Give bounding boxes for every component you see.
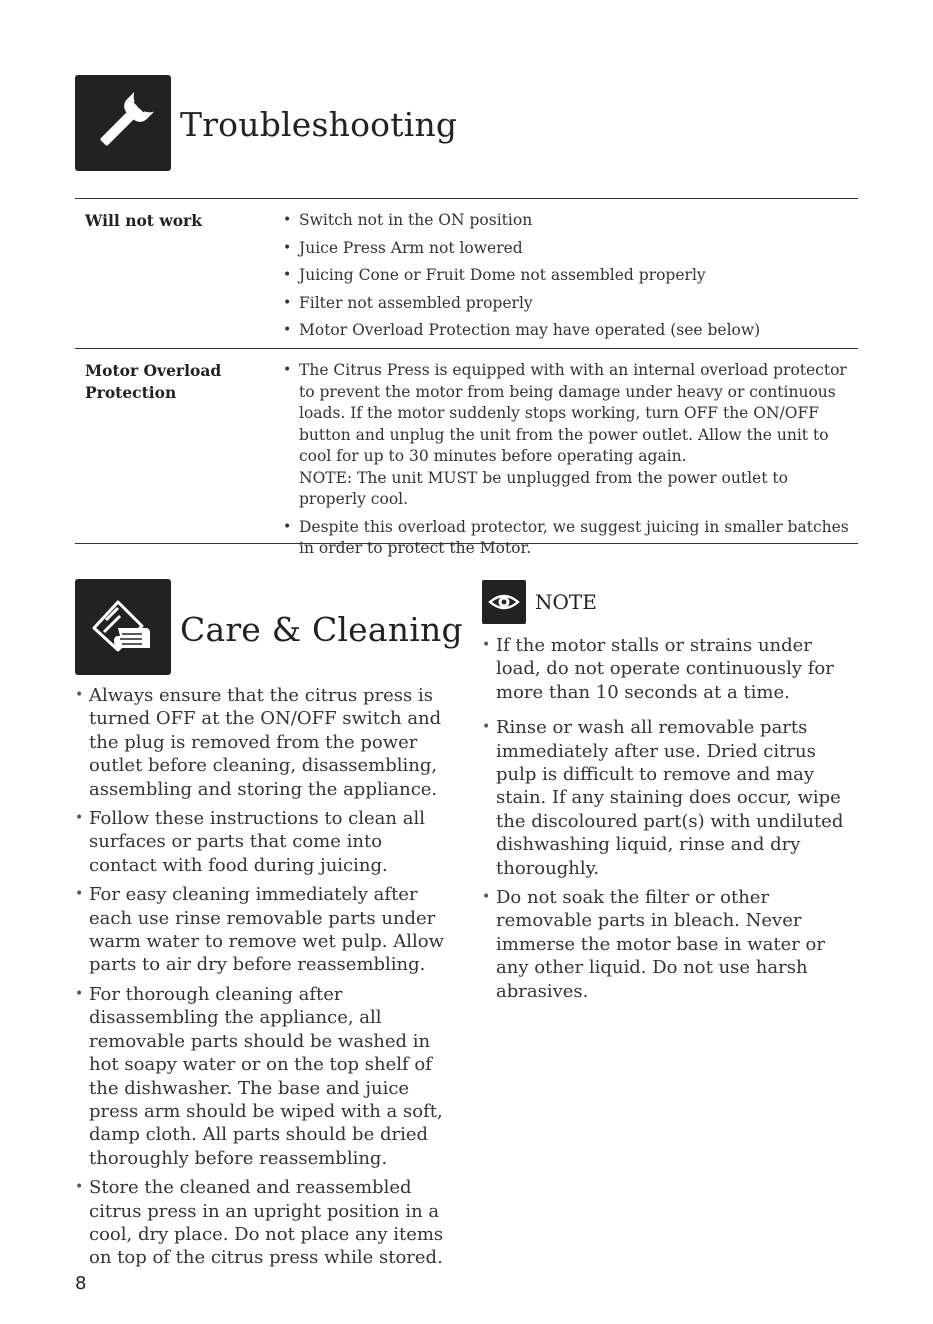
list-item: • Follow these instructions to clean all surfaces or parts that come into contact with food during juicing.	[75, 807, 455, 877]
eye-icon	[482, 580, 526, 624]
list-item: • Motor Overload Protection may have operated (see below)	[283, 320, 858, 342]
table-top-rule	[75, 198, 858, 199]
list-item: • Juicing Cone or Fruit Dome not assembled properly	[283, 265, 858, 287]
list-item: • Always ensure that the citrus press is turned OFF at the ON/OFF switch and the plug is removed from the power outlet before cleaning, disassembling, assembling and storing the appliance.	[75, 684, 455, 801]
list-item: • Juice Press Arm not lowered	[283, 238, 858, 260]
row-label: Motor Overload Protection	[85, 361, 222, 402]
troubleshooting-row-will-not-work	[75, 210, 858, 340]
list-item-text: The Citrus Press is equipped with with an internal overload protector to prevent the motor from being damage under heavy or continuous loads. If the motor suddenly stops working, turn OFF the ON/OFF button and unplug the unit from the power outlet. Allow the unit to cool for up to 30 minutes before operating again.	[299, 361, 847, 465]
table-bottom-rule	[75, 543, 858, 544]
list-item: • Do not soak the filter or other removable parts in bleach. Never immerse the motor base in water or any other liquid. Do not use harsh abrasives.	[482, 886, 857, 1003]
table-row-rule	[75, 348, 858, 349]
troubleshooting-row-motor-overload	[75, 360, 858, 557]
row-label: Will not work	[85, 211, 202, 230]
note-list	[482, 634, 857, 1009]
list-item: • Rinse or wash all removable parts immediately after use. Dried citrus pulp is difficult to remove and may stain. If any staining does occur, wipe the discoloured part(s) with undiluted dishwashing liquid, rinse and dry thoroughly.	[482, 716, 857, 880]
care-cleaning-title: Care & Cleaning	[180, 610, 463, 649]
page-number: 8	[75, 1273, 87, 1294]
list-item	[283, 360, 858, 511]
care-cleaning-list	[75, 684, 455, 1276]
wrench-icon	[75, 75, 171, 171]
list-item: • If the motor stalls or strains under load, do not operate continuously for more than 10 seconds at a time.	[482, 634, 857, 704]
cause-list	[283, 360, 858, 566]
list-item: • Store the cleaned and reassembled citrus press in an upright position in a cool, dry place. Do not place any items on top of the citrus press while stored.	[75, 1176, 455, 1270]
list-item: • Despite this overload protector, we suggest juicing in smaller batches in order to protect the Motor.	[283, 517, 858, 560]
list-item: • For thorough cleaning after disassembling the appliance, all removable parts should be washed in hot soapy water or on the top shelf of the dishwasher. The base and juice press arm should be wiped with a soft, damp cloth. All parts should be dried thoroughly before reassembling.	[75, 983, 455, 1170]
list-item: • Filter not assembled properly	[283, 293, 858, 315]
hand-cleaning-icon	[75, 579, 171, 675]
note-text: NOTE: The unit MUST be unplugged from the power outlet to properly cool.	[299, 468, 788, 508]
troubleshooting-title: Troubleshooting	[180, 105, 458, 144]
list-item: • Switch not in the ON position	[283, 210, 858, 232]
note-title: NOTE	[535, 590, 597, 614]
list-item: • For easy cleaning immediately after each use rinse removable parts under warm water to remove wet pulp. Allow parts to air dry before reassembling.	[75, 883, 455, 977]
cause-list	[283, 210, 858, 348]
